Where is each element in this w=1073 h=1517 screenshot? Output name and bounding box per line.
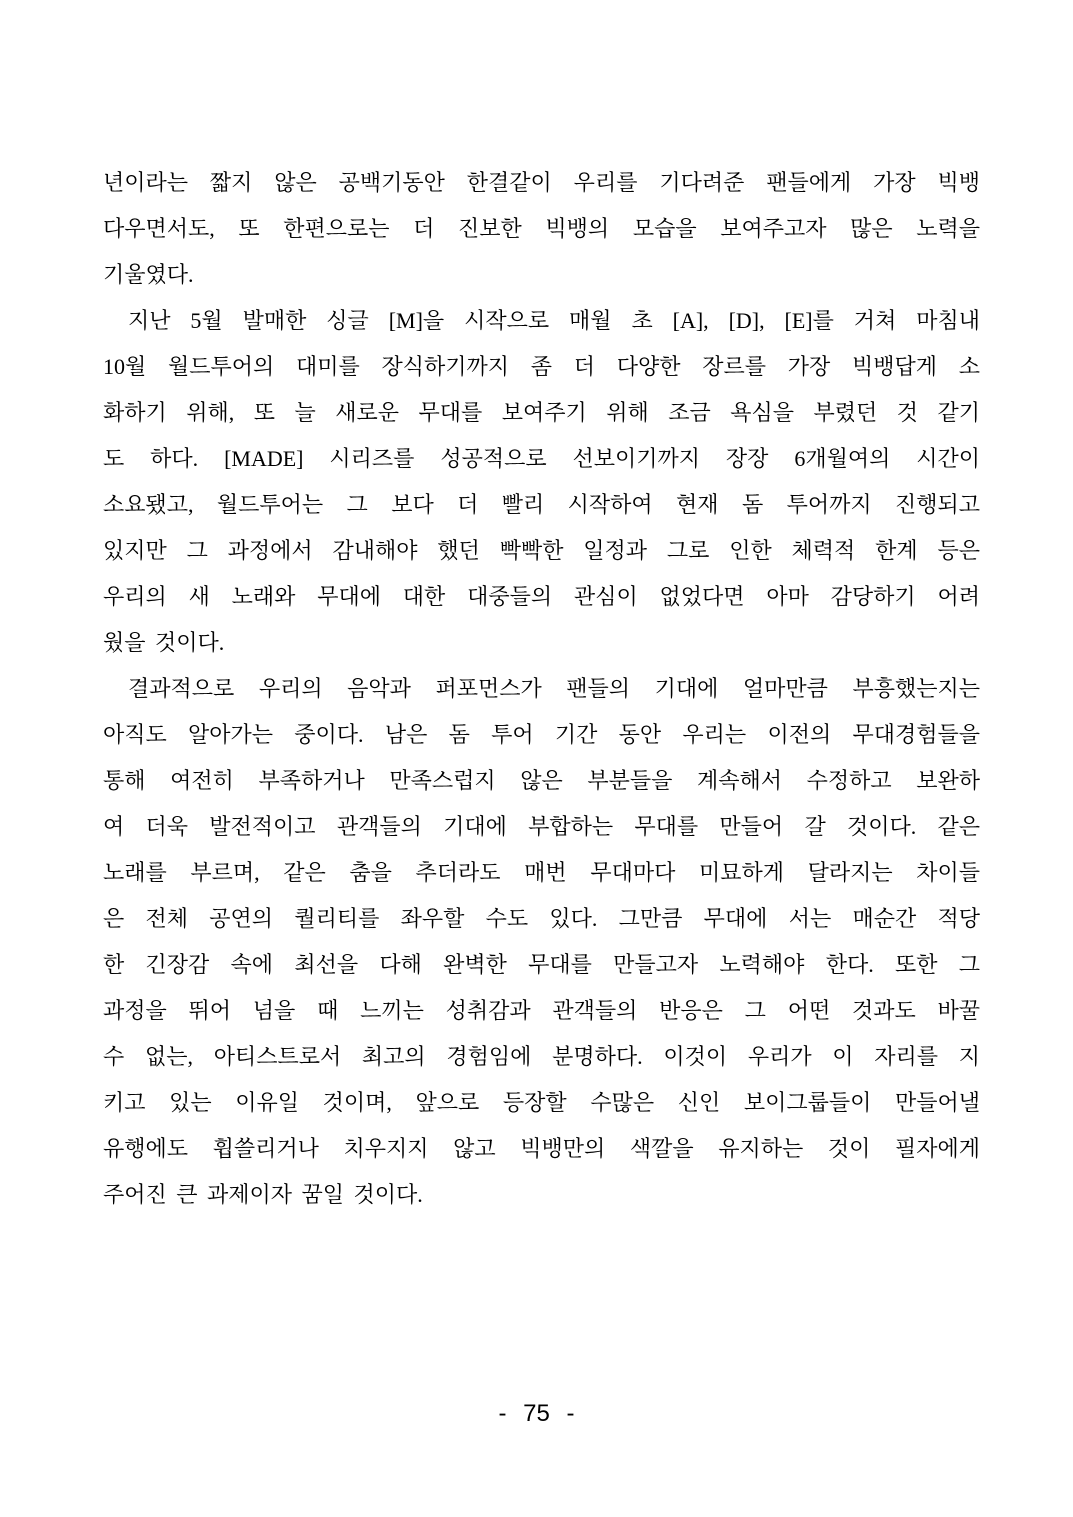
text-line: 지난 5월 발매한 싱글 [M]을 시작으로 매월 초 [A], [D], [E]를 거쳐 마침내 [128, 308, 980, 333]
text-line: 소요됐고, 월드투어는 그 보다 더 빨리 시작하여 현재 돔 투어까지 진행되고 [103, 492, 980, 517]
text-line: 은 전체 공연의 퀄리티를 좌우할 수도 있다. 그만큼 무대에 서는 매순간 적당 [103, 906, 980, 931]
text-line: 여 더욱 발전적이고 관객들의 기대에 부합하는 무대를 만들어 갈 것이다. 같은 [103, 814, 980, 839]
page-footer [0, 1400, 1073, 1428]
text-line: 과정을 뛰어 넘을 때 느끼는 성취감과 관객들의 반응은 그 어떤 것과도 바꿀 [103, 998, 980, 1023]
paragraph [103, 298, 980, 666]
body-text [103, 160, 980, 1218]
text-line: 다우면서도, 또 한편으로는 더 진보한 빅뱅의 모습을 보여주고자 많은 노력을 [103, 216, 980, 241]
page-number: - 75 - [498, 1400, 575, 1427]
text-line: 노래를 부르며, 같은 춤을 추더라도 매번 무대마다 미묘하게 달라지는 차이들 [103, 860, 980, 885]
text-line: 화하기 위해, 또 늘 새로운 무대를 보여주기 위해 조금 욕심을 부렸던 것 같기 [103, 400, 980, 425]
paragraph [103, 666, 980, 1218]
text-line: 키고 있는 이유일 것이며, 앞으로 등장할 수많은 신인 보이그룹들이 만들어낼 [103, 1090, 980, 1115]
text-line: 우리의 새 노래와 무대에 대한 대중들의 관심이 없었다면 아마 감당하기 어려 [103, 584, 980, 609]
text-line: 결과적으로 우리의 음악과 퍼포먼스가 팬들의 기대에 얼마만큼 부흥했는지는 [128, 676, 980, 701]
text-line: 도 하다. [MADE] 시리즈를 성공적으로 선보이기까지 장장 6개월여의 시간이 [103, 446, 980, 471]
text-line: 수 없는, 아티스트로서 최고의 경험임에 분명하다. 이것이 우리가 이 자리를 지 [103, 1044, 980, 1069]
text-line: 통해 여전히 부족하거나 만족스럽지 않은 부분들을 계속해서 수정하고 보완하 [103, 768, 980, 793]
text-line: 년이라는 짧지 않은 공백기동안 한결같이 우리를 기다려준 팬들에게 가장 빅뱅 [103, 170, 980, 195]
text-line: 유행에도 휩쓸리거나 치우지지 않고 빅뱅만의 색깔을 유지하는 것이 필자에게 [103, 1136, 980, 1161]
text-line: 10월 월드투어의 대미를 장식하기까지 좀 더 다양한 장르를 가장 빅뱅답게 소 [103, 354, 980, 379]
text-line: 주어진 큰 과제이자 꿈일 것이다. [103, 1182, 423, 1207]
text-line: 웠을 것이다. [103, 630, 225, 655]
text-line: 한 긴장감 속에 최선을 다해 완벽한 무대를 만들고자 노력해야 한다. 또한 그 [103, 952, 980, 977]
text-line: 기울였다. [103, 262, 194, 287]
text-line: 아직도 알아가는 중이다. 남은 돔 투어 기간 동안 우리는 이전의 무대경험들을 [103, 722, 980, 747]
text-line: 있지만 그 과정에서 감내해야 했던 빡빡한 일정과 그로 인한 체력적 한계 등은 [103, 538, 980, 563]
paragraph [103, 160, 980, 298]
